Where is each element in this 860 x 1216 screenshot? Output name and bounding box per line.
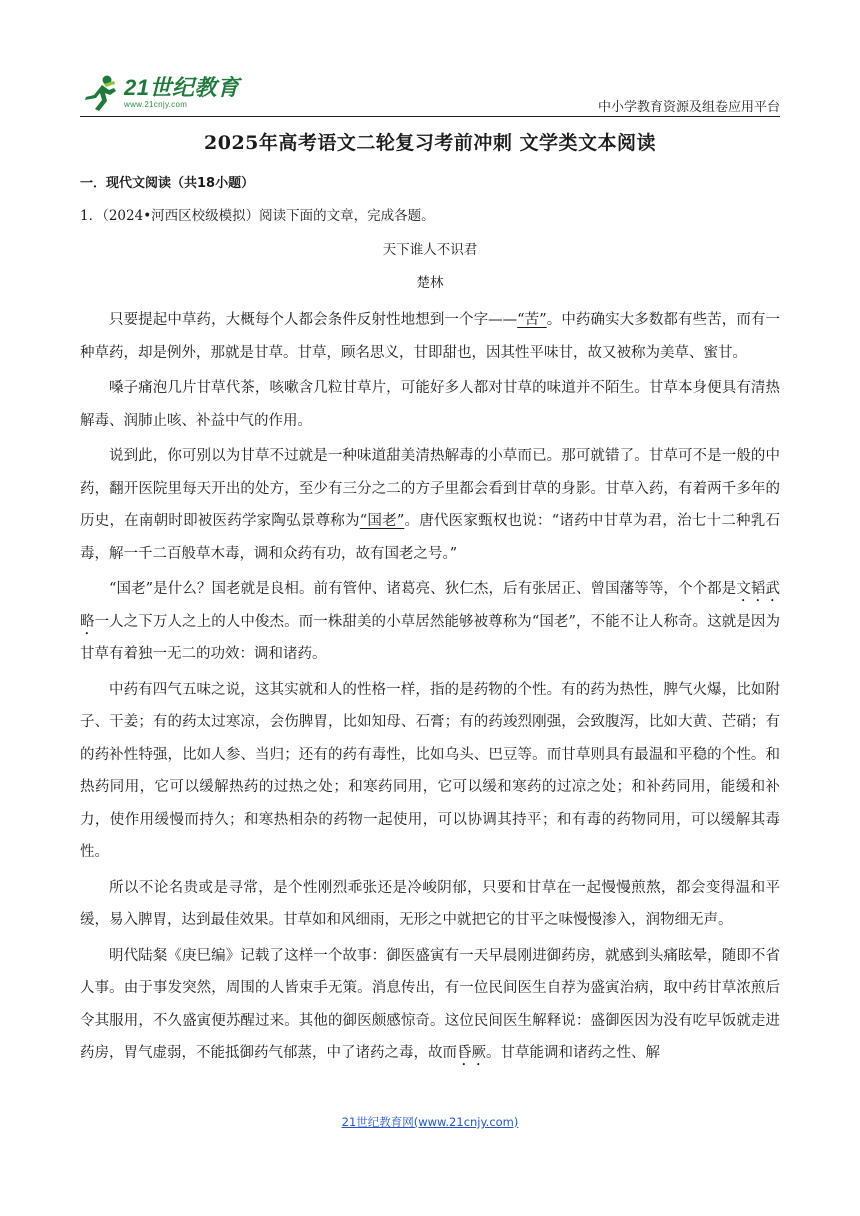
paragraph-4: “国老”是什么？国老就是良相。前有管仲、诸葛亮、狄仁杰，后有张居正、曾国藩等等，个个都是文韬武略一人之下万人之上的人中俊杰。而一株甜美的小草居然能够被尊称为“国老”，不能不让人称奇。这就是因为甘草有着独一无二的功效：调和诸药。: [80, 581, 781, 662]
paragraph-5: 中药有四气五味之说，这其实就和人的性格一样，指的是药物的个性。有的药为热性，脾气火爆，比如附子、干姜；有的药太过寒凉，会伤脾胃，比如知母、石膏；有的药竣烈刚强，会致腹泻，比如大黄、芒硝；有的药补性特强，比如人参、当归；还有的药有毒性，比如乌头、巴豆等。而甘草则具有最温和平稳的个性。和热药同用，它可以缓解热药的过热之处；和寒药同用，它可以缓和寒药的过凉之处；和补药同用，能缓和补力，使作用缓慢而持久；和寒热相杂的药物一起使用，可以协调其持平；和有毒的药物同用，可以缓解其毒性。: [80, 681, 780, 860]
paragraph-2: 嗓子痛泡几片甘草代茶，咳嗽含几粒甘草片，可能好多人都对甘草的味道并不陌生。甘草本身便具有清热解毒、润肺止咳、补益中气的作用。: [80, 380, 780, 429]
document-title: 2025年高考语文二轮复习考前冲刺 文学类文本阅读: [204, 132, 656, 154]
question-stem: 1．（2024•河西区校级模拟）阅读下面的文章，完成各题。: [80, 208, 435, 224]
paragraph-3: 说到此，你可别以为甘草不过就是一种味道甜美清热解毒的小草而已。那可就错了。甘草可不是一般的中药，翻开医院里每天开出的处方，至少有三分之二的方子里都会看到甘草的身影。甘草入药，有着两千多年的历史，在南朝时即被医药学家陶弘景尊称为“国老”。唐代医家甄权也说：“诸药中甘草为君，治七十二种乳石毒，解一千二百般草木毒，调和众药有功，故有国老之号。”: [80, 448, 780, 562]
emphasized-term: 昏厥: [457, 1045, 486, 1061]
paragraph-7: 明代陆粲《庚巳编》记载了这样一个故事：御医盛寅有一天早晨刚进御药房，就感到头痛眩晕，随即不省人事。由于事发突然，周围的人皆束手无策。消息传出，有一位民间医生自荐为盛寅治病，取中药甘草浓煎后令其服用，不久盛寅便苏醒过来。其他的御医颇感惊奇。这位民间医生解释说：盛御医因为没有吃早饭就走进药房，胃气虚弱，不能抵御药气郁蒸，中了诸药之毒，故而昏厥。甘草能调和诸药之性、解: [80, 947, 780, 1061]
paragraph-6: 所以不论名贵或是寻常，是个性刚烈乖张还是冷峻阴郁，只要和甘草在一起慢慢煎熬，都会变得温和平缓，易入脾胃，达到最佳效果。甘草如和风细雨，无形之中就把它的甘平之味慢慢渗入，润物细无声。: [80, 879, 780, 928]
article-title: 天下谁人不识君: [382, 242, 478, 258]
article-author: 楚林: [416, 275, 444, 291]
footer-link[interactable]: 21世纪教育网(www.21cnjy.com): [341, 1115, 519, 1129]
paragraph-1: 只要提起中草药，大概每个人都会条件反射性地想到一个字——“苦”。中药确实大多数都有些苦，而有一种草药，却是例外，那就是甘草。甘草，顾名思义，甘即甜也，因其性平味甘，故又被称为美草、蜜甘。: [80, 312, 781, 361]
brand-logo[interactable]: [80, 70, 239, 116]
article-body: [80, 304, 780, 1073]
underlined-term: “苦”: [517, 312, 547, 328]
header-divider: [80, 116, 780, 117]
logo-title: 21世纪教育: [124, 75, 240, 100]
section-heading: 一．现代文阅读（共18小题）: [80, 176, 255, 191]
runner-logo-icon: [80, 73, 120, 113]
platform-label: 中小学教育资源及组卷应用平台: [597, 100, 780, 115]
logo-url: www.21cnjy.com: [124, 100, 188, 109]
emphasized-term: 文韬武略: [80, 581, 781, 630]
page-header: [80, 62, 780, 118]
underlined-term: “国老”: [359, 513, 405, 529]
